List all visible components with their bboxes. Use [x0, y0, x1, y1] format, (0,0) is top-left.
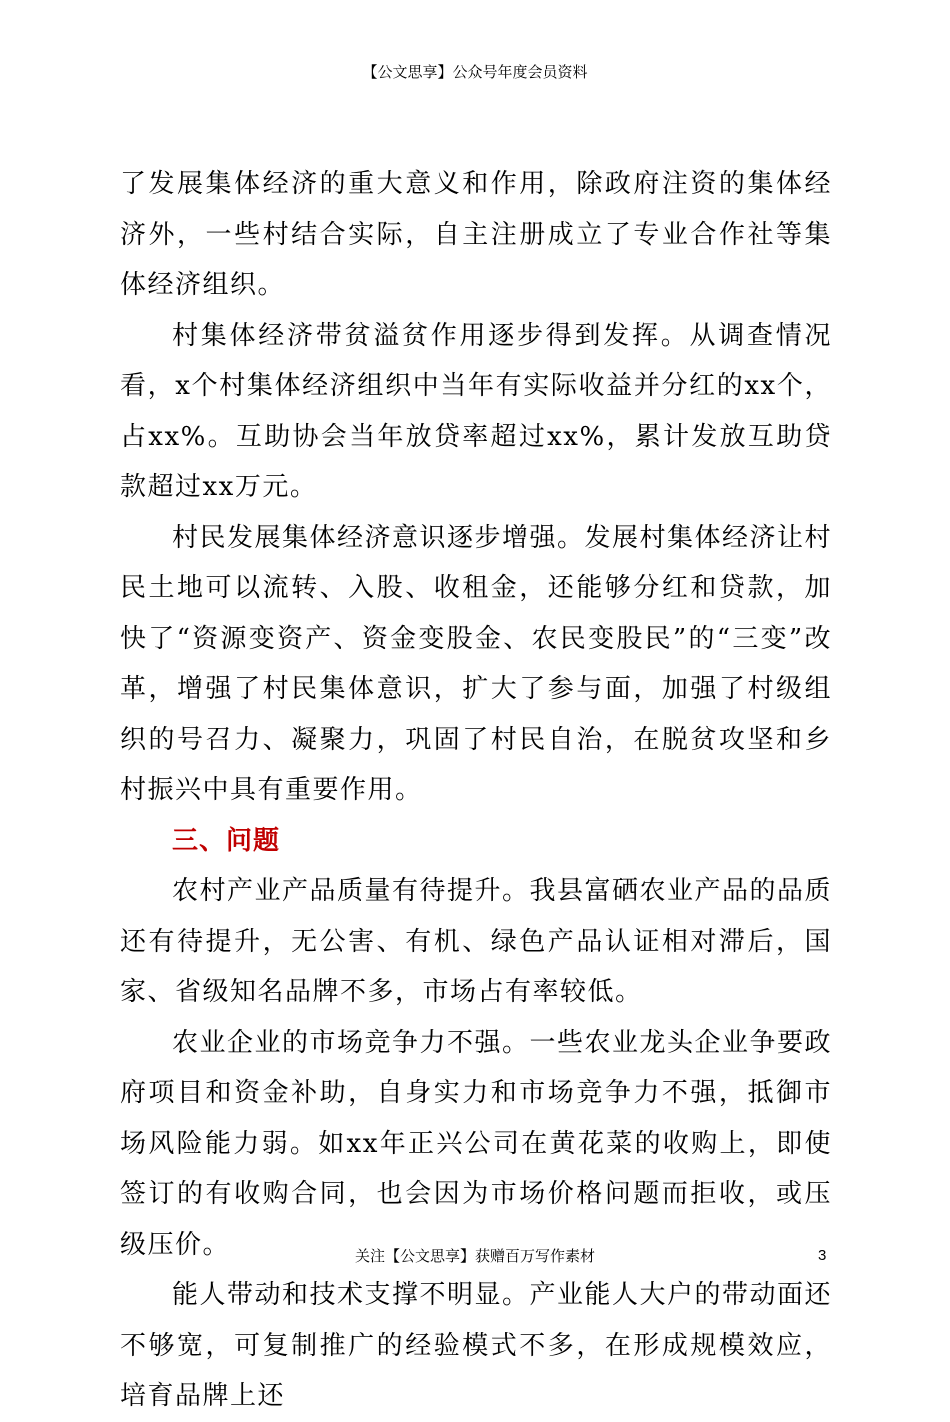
paragraph-collective-awareness: 村民发展集体经济意识逐步增强。发展村集体经济让村民土地可以流转、入股、收租金，还能够分红和贷款，加快了“资源变资产、资金变股金、农民变股民”的“三变”改革，增强了村民集体意识，扩大了参与面，加强了村级组织的号召力、凝聚力，巩固了村民自治，在脱贫攻坚和乡村振兴中具有重要作用。: [120, 522, 833, 805]
document-body: [120, 159, 832, 1422]
section-heading-problems: 三、问题: [172, 825, 281, 856]
paragraph-leadership-support: 能人带动和技术支撑不明显。产业能人大户的带动面还不够宽，可复制推广的经验模式不多，在形成规模效应，培育品牌上还: [120, 1280, 833, 1411]
page-header: 【公文思享】公众号年度会员资料: [362, 63, 588, 81]
page-number: 3: [818, 1247, 827, 1264]
page-footer: 关注【公文思享】获赠百万写作素材: [354, 1247, 595, 1265]
paragraph-enterprise-competitiveness: 农业企业的市场竞争力不强。一些农业龙头企业争要政府项目和资金补助，自身实力和市场竞争力不强，抵御市场风险能力弱。如xx年正兴公司在黄花菜的收购上，即使签订的有收购合同，也会因为市场价格问题而拒收，或压级压价。: [120, 1027, 833, 1260]
paragraph-continued: 了发展集体经济的重大意义和作用，除政府注资的集体经济外，一些村结合实际，自主注册成立了专业合作社等集体经济组织。: [120, 169, 832, 300]
paragraph-product-quality: 农村产业产品质量有待提升。我县富硒农业产品的品质还有待提升，无公害、有机、绿色产品认证相对滞后，国家、省级知名品牌不多，市场占有率较低。: [120, 876, 833, 1007]
paragraph-poverty-relief: 村集体经济带贫溢贫作用逐步得到发挥。从调查情况看，x个村集体经济组织中当年有实际收益并分红的xx个，占xx%。互助协会当年放贷率超过xx%，累计发放互助贷款超过xx万元。: [120, 320, 832, 502]
